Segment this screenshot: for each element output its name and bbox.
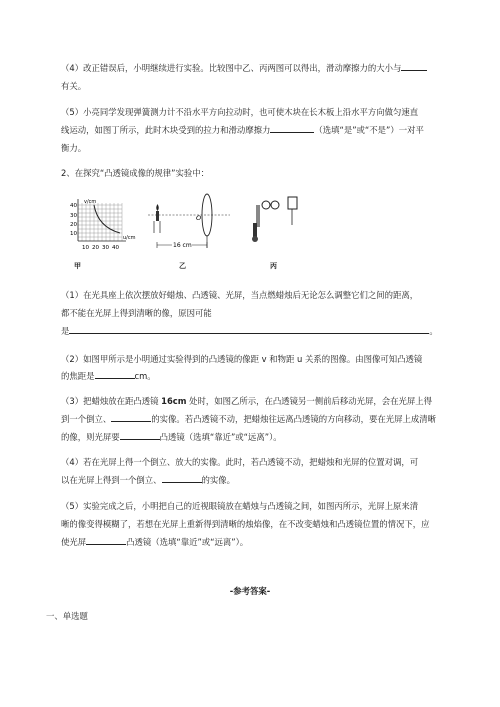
y-tick: 10: [70, 231, 77, 237]
q2-part3-text: （3）把蜡烛放在距凸透镜: [61, 396, 162, 406]
graph-ylabel: v/cm: [84, 199, 97, 205]
q2-part1-text: 都不能在光屏上得到清晰的像，原因可能: [61, 308, 212, 318]
x-tick: 40: [112, 245, 119, 251]
q2-part5-text: 凸透镜（选填“靠近”或“远离”）。: [126, 537, 249, 547]
figure-caption-yi: 乙: [179, 262, 186, 270]
q1-part4-text: （4）改正错误后，小明继续进行实验。比较图中乙、丙两图可以得出，滑动摩擦力的大小与: [61, 63, 402, 73]
graph-v-u: [70, 199, 136, 251]
q2-part1-text: （1）在光具座上依次摆放好蜡烛、凸透镜、光屏，当点燃蜡烛后无论怎么调整它们之间的距离，: [61, 290, 419, 300]
answer-blank[interactable]: [162, 473, 202, 483]
answers-heading: -参考答案-: [229, 586, 271, 596]
q2-part5-text: 晰的像变得模糊了，若想在光屏上重新得到清晰的烛焰像，在不改变蜡烛和凸透镜位置的情况下，应: [61, 519, 430, 529]
y-tick: 20: [70, 222, 77, 228]
q2-part3-text: 的实像。若凸透镜不动，把蜡烛往远离凸透镜的方向移动，要在光屏上成清晰: [151, 414, 436, 424]
q2-part5-text: （5）实验完成之后，小明把自己的近视眼镜放在蜡烛与凸透镜之间，如图丙所示，光屏上原来清: [61, 501, 419, 511]
flame-icon: [156, 204, 159, 211]
q2-part3-text: 凸透镜（选填“靠近”或“远离”）。: [159, 432, 282, 442]
experiment-figure: [70, 193, 320, 273]
figure-caption-bing: 丙: [270, 262, 277, 270]
answer-blank[interactable]: [95, 369, 135, 379]
q2-part2-text: cm。: [134, 371, 156, 381]
y-tick: 30: [70, 213, 77, 219]
candle-icon: [156, 211, 159, 221]
distance-label: 16 cm: [173, 242, 192, 249]
q2-part4-text: 以在光屏上得到一个倒立、: [61, 475, 162, 485]
convex-lens-icon: [202, 194, 212, 236]
q1-part5-text: （选填“是”或“不是”）一对平: [314, 125, 424, 135]
q1-part5-text: 线运动，如图丁所示，此时木块受到的拉力和滑动摩擦力: [61, 125, 271, 135]
answer-blank[interactable]: [270, 123, 314, 133]
q2-part2-text: 的焦距是: [61, 371, 95, 381]
q2-part3-distance: 16cm: [161, 396, 187, 406]
q2-part4-text: （4）若在光屏上得一个倒立、放大的实像。此时，若凸透镜不动，把蜡烛和光屏的位置对调，可: [61, 457, 419, 467]
q2-part1-text: 是: [61, 326, 70, 336]
candle-icon: [253, 223, 257, 237]
section-heading: 一、单选题: [46, 611, 88, 621]
figure-caption-jia: 甲: [74, 262, 81, 270]
x-tick: 10: [82, 245, 89, 251]
q2-part2-text: （2）如图甲所示是小明通过实验得到的凸透镜的像距 v 和物距 u 关系的图像。由图像可知凸透镜: [61, 354, 423, 364]
x-tick: 20: [92, 245, 99, 251]
q2-part3-text: 到一个倒立、: [61, 414, 112, 424]
y-tick: 40: [70, 203, 77, 209]
q2-part3-text: 的像，则光屏要: [61, 432, 120, 442]
q1-part4-text-end: 有关。: [61, 81, 87, 91]
question-2-title: 2、在探究“凸透镜成像的规律”实验中：: [61, 168, 210, 178]
answer-blank[interactable]: [120, 430, 160, 440]
q2-part1-text: 。: [429, 326, 438, 336]
q2-part5-text: 使光屏: [61, 537, 87, 547]
screen-icon: [288, 197, 297, 209]
glasses-icon: [262, 201, 270, 209]
answer-blank[interactable]: [86, 535, 126, 545]
q2-part3-text: 处时，如图乙所示，在凸透镜另一侧前后移动光屏，会在光屏上得: [186, 396, 433, 406]
answer-blank[interactable]: [111, 412, 151, 422]
graph-xlabel: u/cm: [123, 235, 136, 241]
q1-part5-text: （5）小亮同学发现弹簧测力计不沿水平方向拉动时，也可使木块在长木板上沿水平方向做匀速直: [61, 107, 419, 117]
answer-blank[interactable]: [401, 61, 427, 71]
eyeglasses-setup: [252, 197, 297, 242]
q1-part5-text-end: 衡力。: [61, 143, 87, 153]
x-tick: 30: [102, 245, 109, 251]
answer-blank[interactable]: [69, 324, 429, 334]
lens-center-label: O: [196, 214, 202, 222]
q2-part4-text: 的实像。: [201, 475, 235, 485]
optical-bench: [148, 194, 230, 249]
